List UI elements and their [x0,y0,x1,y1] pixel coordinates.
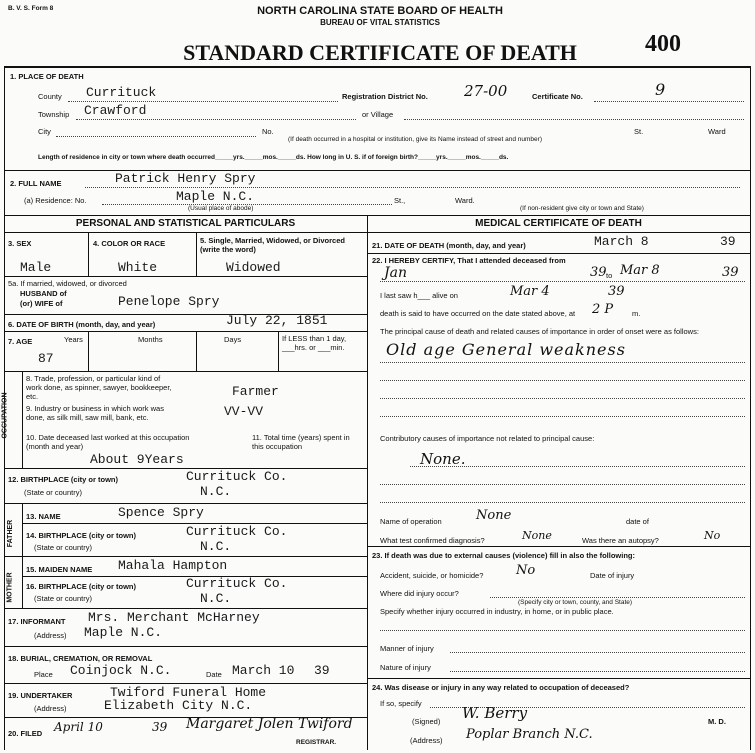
trade-label: 8. Trade, profession, or particular kind of work done, as spinner, sawyer, bookkeeper, etc. [26,374,172,401]
trade-value: Farmer [232,384,279,399]
accident-value: No [516,563,536,578]
informant-address-value: Maple N.C. [84,625,163,640]
last-worked-value: About 9Years [90,452,184,467]
injury-date-label: Date of injury [590,571,635,580]
personal-heading: PERSONAL AND STATISTICAL PARTICULARS [75,218,296,229]
certificate-number: 400 [645,31,681,57]
cause-value: Old age General weakness [386,340,626,359]
filed-value: April 10 [54,720,103,734]
last-worked-label: 10. Date deceased last worked at this occupation (month and year) [26,433,190,451]
filed-label: 20. FILED [8,729,43,738]
ward-label: Ward [708,127,726,136]
father-side-label: FATHER [7,519,15,548]
registrar-signature: Margaret Jolen Twiford [186,716,353,732]
contributory-value: None. [420,450,466,468]
last-saw-value: Mar 4 [510,284,550,299]
township-label: Township [38,110,70,119]
father-name-label: 13. NAME [26,512,61,521]
death-date-label: 21. DATE OF DEATH (month, day, and year) [372,241,526,250]
specify-label: If so, specify [380,699,422,708]
nature-label: Nature of injury [380,663,431,672]
informant-value: Mrs. Merchant McHarney [88,610,260,625]
marital-label: 5. Single, Married, Widowed, or Divorced (write the word) [200,236,345,254]
less-than-day-label: If LESS than 1 day, ___hrs. or ___min. [282,334,347,352]
age-value: 87 [38,351,54,366]
attended-from-value: Jan [384,265,407,281]
death-time-suffix: m. [632,309,641,318]
informant-address-label: (Address) [34,631,67,640]
registrar-label: REGISTRAR. [296,739,337,746]
father-birthplace-value: Currituck Co. [186,524,288,539]
manner-label: Manner of injury [380,644,434,653]
age-months-label: Months [138,335,163,344]
burial-label: 18. BURIAL, CREMATION, OR REMOVAL [8,654,153,663]
certify-label: 22. I HEREBY CERTIFY, That I attended deceased from [372,256,566,265]
md-label: M. D. [708,717,726,726]
residence-label: (a) Residence: No. [24,196,87,205]
county-value: Currituck [86,85,157,100]
industry-note: Specify whether injury occurred in industry, in home, or in public place. [380,607,614,616]
occupation-related-label: 24. Was disease or injury in any way related to occupation of deceased? [372,683,630,692]
marital-value: Widowed [226,260,281,275]
industry-value: VV-VV [224,404,264,419]
death-time-value: 2 P [592,302,614,317]
filed-year-value: 39 [152,720,168,734]
accident-label: Accident, suicide, or homicide? [380,571,484,580]
residence-value: Maple N.C. [176,189,255,204]
full-name-value: Patrick Henry Spry [115,171,256,186]
birthplace-state-value: N.C. [200,484,232,499]
district-value: 27-00 [464,82,508,100]
residence-length: Length of residence in city or town where death occurred_____yrs._____mos._____ds. How long in U. S. if of foreign birth?_____yrs._____mos._____ds. [38,154,509,161]
industry-label: 9. Industry or business in which work was done, as silk mill, saw mill, bank, etc. [26,404,164,422]
occurred-label: death is said to have occurred on the date stated above, at [380,309,576,318]
where-injury-label: Where did injury occur? [380,589,459,598]
cause-label: The principal cause of death and related causes of importance in order of onset were as follows: [380,327,699,336]
birthplace-label: 12. BIRTHPLACE (city or town) [8,475,119,484]
non-resident-note: (If non-resident give city or town and State) [520,205,644,212]
mother-birthplace-label: 16. BIRTHPLACE (city or town) [26,582,137,591]
city-label: City [38,127,51,136]
father-birthplace-label: 14. BIRTHPLACE (city or town) [26,531,137,540]
age-years-label: Years [64,335,83,344]
death-date-value: March 8 [594,234,649,249]
burial-place-label: Place [34,670,53,679]
certificate-label: Certificate No. [532,92,583,101]
operation-label: Name of operation [380,517,442,526]
spouse-label-1: 5a. If married, widowed, or divorced [8,279,127,288]
last-saw-year: 39 [608,284,625,299]
father-birthplace-state-value: N.C. [200,539,232,554]
burial-place-value: Coinjock N.C. [70,663,172,678]
color-value: White [118,260,158,275]
contributory-label: Contributory causes of importance not related to principal cause: [380,434,595,443]
county-label: County [38,92,62,101]
burial-date-value: March 10 [232,663,295,678]
sex-value: Male [20,260,52,275]
dob-label: 6. DATE OF BIRTH (month, day, and year) [8,320,156,329]
birthplace-state-label: (State or country) [24,488,82,497]
bureau-name: BUREAU OF VITAL STATISTICS [320,18,440,27]
spouse-label-2: HUSBAND of [20,289,67,298]
residence-street-label: St., [394,196,406,205]
usual-abode-note: (Usual place of abode) [188,205,254,212]
certificate-value: 9 [655,80,666,99]
spouse-value: Penelope Spry [118,294,220,309]
informant-label: 17. INFORMANT [8,617,66,626]
district-label: Registration District No. [342,92,428,101]
village-label: or Village [362,110,394,119]
sex-label: 3. SEX [8,239,32,248]
undertaker-address-label: (Address) [34,704,67,713]
physician-signature: W. Berry [462,704,528,722]
color-label: 4. COLOR OR RACE [93,239,166,248]
age-days-label: Days [224,335,242,344]
signed-label: (Signed) [412,717,441,726]
attended-to-value: Mar 8 [620,263,660,278]
mother-name-value: Mahala Hampton [118,558,228,573]
mother-birthplace-state-value: N.C. [200,591,232,606]
residence-ward-label: Ward. [455,196,475,205]
board-name: NORTH CAROLINA STATE BOARD OF HEALTH [257,5,503,17]
medical-heading: MEDICAL CERTIFICATE OF DEATH [475,218,642,229]
undertaker-address-value: Elizabeth City N.C. [104,698,253,713]
undertaker-label: 19. UNDERTAKER [8,691,73,700]
birthplace-value: Currituck Co. [186,469,288,484]
where-injury-note: (Specify city or town, county, and State) [518,599,633,606]
operation-date-label: date of [626,517,649,526]
death-year-value: 39 [720,234,736,249]
burial-year-value: 39 [314,663,330,678]
mother-birthplace-state-label: (State or country) [34,594,92,603]
diagnosis-value: None [522,529,552,542]
spouse-label-3: (or) WIFE of [20,299,63,308]
occupation-side-label: OCCUPATION [1,392,9,439]
autopsy-value: No [704,529,721,542]
age-label: 7. AGE [8,337,33,346]
father-name-value: Spence Spry [118,505,204,520]
mother-name-label: 15. MAIDEN NAME [26,565,93,574]
physician-address-value: Poplar Branch N.C. [466,727,593,742]
number-label: No. [262,127,274,136]
autopsy-label: Was there an autopsy? [582,536,659,545]
attended-from-year: 39 [590,265,607,280]
mother-birthplace-value: Currituck Co. [186,576,288,591]
external-causes-label: 23. If death was due to external causes (violence) fill in also the following: [372,551,635,560]
hospital-note: (If death occurred in a hospital or institution, give its Name instead of street and number) [288,136,542,143]
dob-value: July 22, 1851 [226,313,328,328]
mother-side-label: MOTHER [6,572,14,603]
last-saw-label: I last saw h___ alive on [380,291,458,300]
physician-address-label: (Address) [410,736,443,745]
street-label: St. [634,127,644,136]
form-id: B. V. S. Form 8 [8,5,54,12]
father-birthplace-state-label: (State or country) [34,543,92,552]
diagnosis-label: What test confirmed diagnosis? [380,536,485,545]
undertaker-value: Twiford Funeral Home [110,685,267,700]
operation-value: None [476,508,512,523]
burial-date-label: Date [206,670,222,679]
place-of-death-label: 1. PLACE OF DEATH [10,72,84,81]
total-time-label: 11. Total time (years) spent in this occupation [252,433,350,451]
page-title: STANDARD CERTIFICATE OF DEATH [183,40,577,65]
attended-to-year: 39 [722,265,739,280]
full-name-label: 2. FULL NAME [10,179,62,188]
attended-to-label: to [606,271,613,280]
township-value: Crawford [84,103,147,118]
